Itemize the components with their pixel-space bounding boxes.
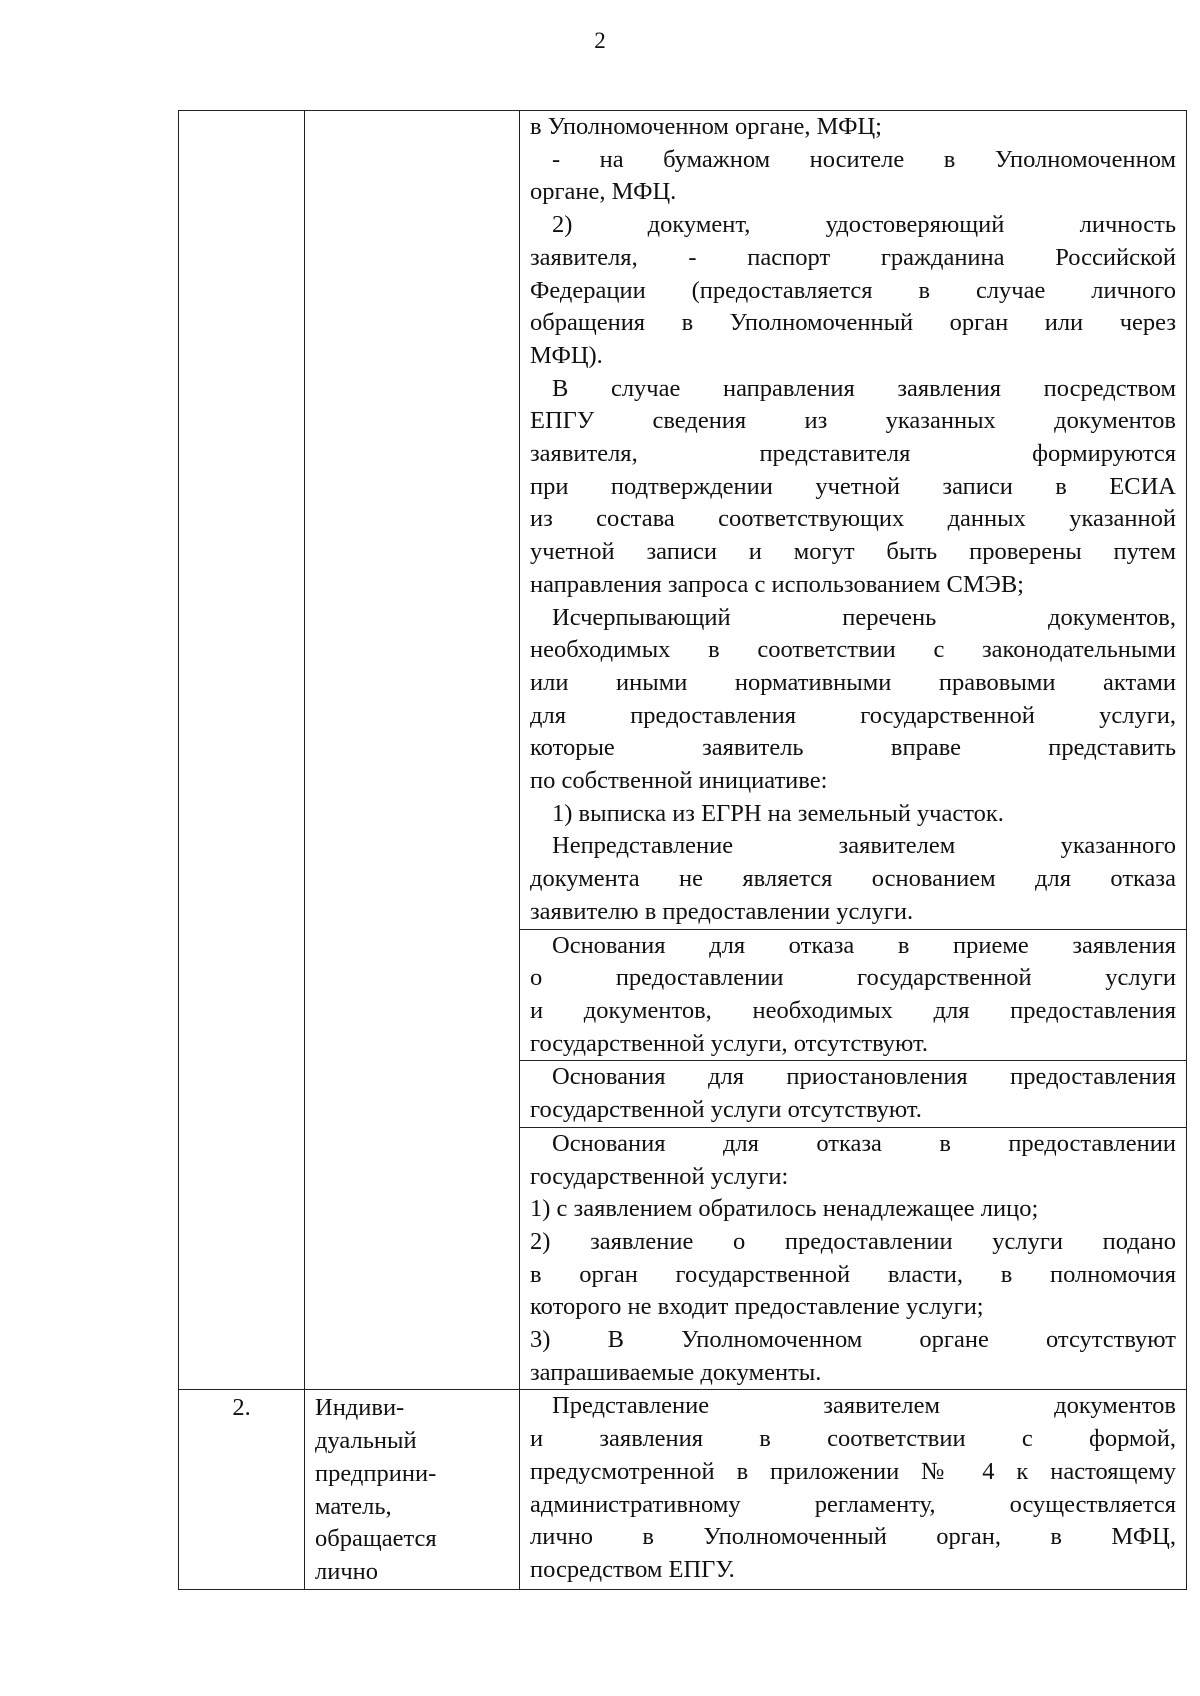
text-line: посредством ЕПГУ. — [530, 1555, 735, 1583]
text-line: в Уполномоченном органе, МФЦ; — [530, 113, 882, 140]
table-row — [179, 111, 1187, 930]
text-line: Исчерпывающий перечень документов, — [552, 603, 1176, 631]
text-line: которые заявитель вправе представить — [530, 734, 1176, 762]
text-line: государственной услуги отсутствуют. — [530, 1096, 922, 1124]
text-line: 1) выписка из ЕГРН на земельный участок. — [552, 799, 1004, 827]
text-line: В случае направления заявления посредством — [552, 374, 1176, 402]
applicant-cell — [305, 1390, 520, 1589]
text-line: направления запроса с использованием СМЭВ; — [530, 570, 1024, 598]
text-line: Основания для отказа в приеме заявления — [552, 931, 1176, 959]
text-line: заявителя, - паспорт гражданина Российской — [530, 243, 1176, 271]
text-line: государственной услуги: — [530, 1162, 789, 1190]
applicant-line: обращается — [315, 1525, 437, 1553]
applicant-line: лично — [315, 1557, 379, 1585]
text-line: заявителю в предоставлении услуги. — [530, 897, 914, 925]
text-line: о предоставлении государственной услуги — [530, 964, 1176, 992]
document-table — [178, 110, 1187, 1590]
text-line: Федерации (предоставляется в случае личного — [530, 276, 1176, 304]
text-line: МФЦ). — [530, 341, 603, 369]
applicant-line: Индиви- — [315, 1394, 405, 1422]
applicant-line: дуальный — [315, 1427, 417, 1455]
text-line: органе, МФЦ. — [530, 178, 677, 206]
text-line: или иными нормативными правовыми актами — [530, 668, 1176, 696]
text-line: 2) документ, удостоверяющий личность — [552, 211, 1176, 239]
text-line: Непредставление заявителем указанного — [552, 832, 1176, 860]
text-line: административному регламенту, осуществляется — [530, 1490, 1176, 1518]
text-line: ЕПГУ сведения из указанных документов — [530, 407, 1176, 435]
text-line: обращения в Уполномоченный орган или через — [530, 309, 1176, 337]
text-line: предусмотренной в приложении № 4 к настоящему — [530, 1457, 1176, 1485]
applicant-line: предприни- — [315, 1459, 437, 1487]
text-line: - на бумажном носителе в Уполномоченном — [552, 145, 1176, 173]
page-number: 2 — [594, 28, 606, 53]
text-line: Основания для приостановления предоставления — [552, 1063, 1176, 1091]
text-line: запрашиваемые документы. — [530, 1358, 822, 1386]
suspension-cell — [520, 1061, 1187, 1127]
applicant-cell — [305, 111, 520, 1390]
applicant-line: матель, — [315, 1492, 392, 1520]
text-line: из состава соответствующих данных указанной — [530, 505, 1176, 533]
text-line: по собственной инициативе: — [530, 767, 828, 795]
text-line: учетной записи и могут быть проверены путем — [530, 538, 1176, 566]
text-line: и документов, необходимых для предоставления — [530, 996, 1176, 1024]
submission-cell — [520, 1390, 1187, 1589]
text-line: 1) с заявлением обратилось ненадлежащее лицо; — [530, 1195, 1039, 1223]
text-line: которого не входит предоставление услуги; — [530, 1293, 984, 1321]
row-number-cell: 2. — [179, 1390, 305, 1589]
text-line: заявителя, представителя формируются — [530, 440, 1176, 468]
text-line: для предоставления государственной услуги, — [530, 701, 1176, 729]
text-line: в орган государственной власти, в полномочия — [530, 1260, 1176, 1288]
text-line: государственной услуги, отсутствуют. — [530, 1029, 929, 1057]
text-line: 2) заявление о предоставлении услуги подано — [530, 1227, 1176, 1255]
text-line: Основания для отказа в предоставлении — [552, 1129, 1176, 1157]
refusal-provision-cell — [520, 1127, 1187, 1390]
text-line: документа не является основанием для отказа — [530, 865, 1176, 893]
text-line: Представление заявителем документов — [552, 1392, 1176, 1420]
documents-cell — [520, 111, 1187, 930]
text-line: лично в Уполномоченный орган, в МФЦ, — [530, 1523, 1176, 1551]
text-line: 3) В Уполномоченном органе отсутствуют — [530, 1326, 1176, 1354]
refusal-acceptance-cell — [520, 929, 1187, 1061]
row-number-cell — [179, 111, 305, 1390]
table-row — [179, 1390, 1187, 1589]
text-line: при подтверждении учетной записи в ЕСИА — [530, 472, 1176, 500]
text-line: необходимых в соответствии с законодательными — [530, 636, 1176, 664]
text-line: и заявления в соответствии с формой, — [530, 1425, 1176, 1453]
